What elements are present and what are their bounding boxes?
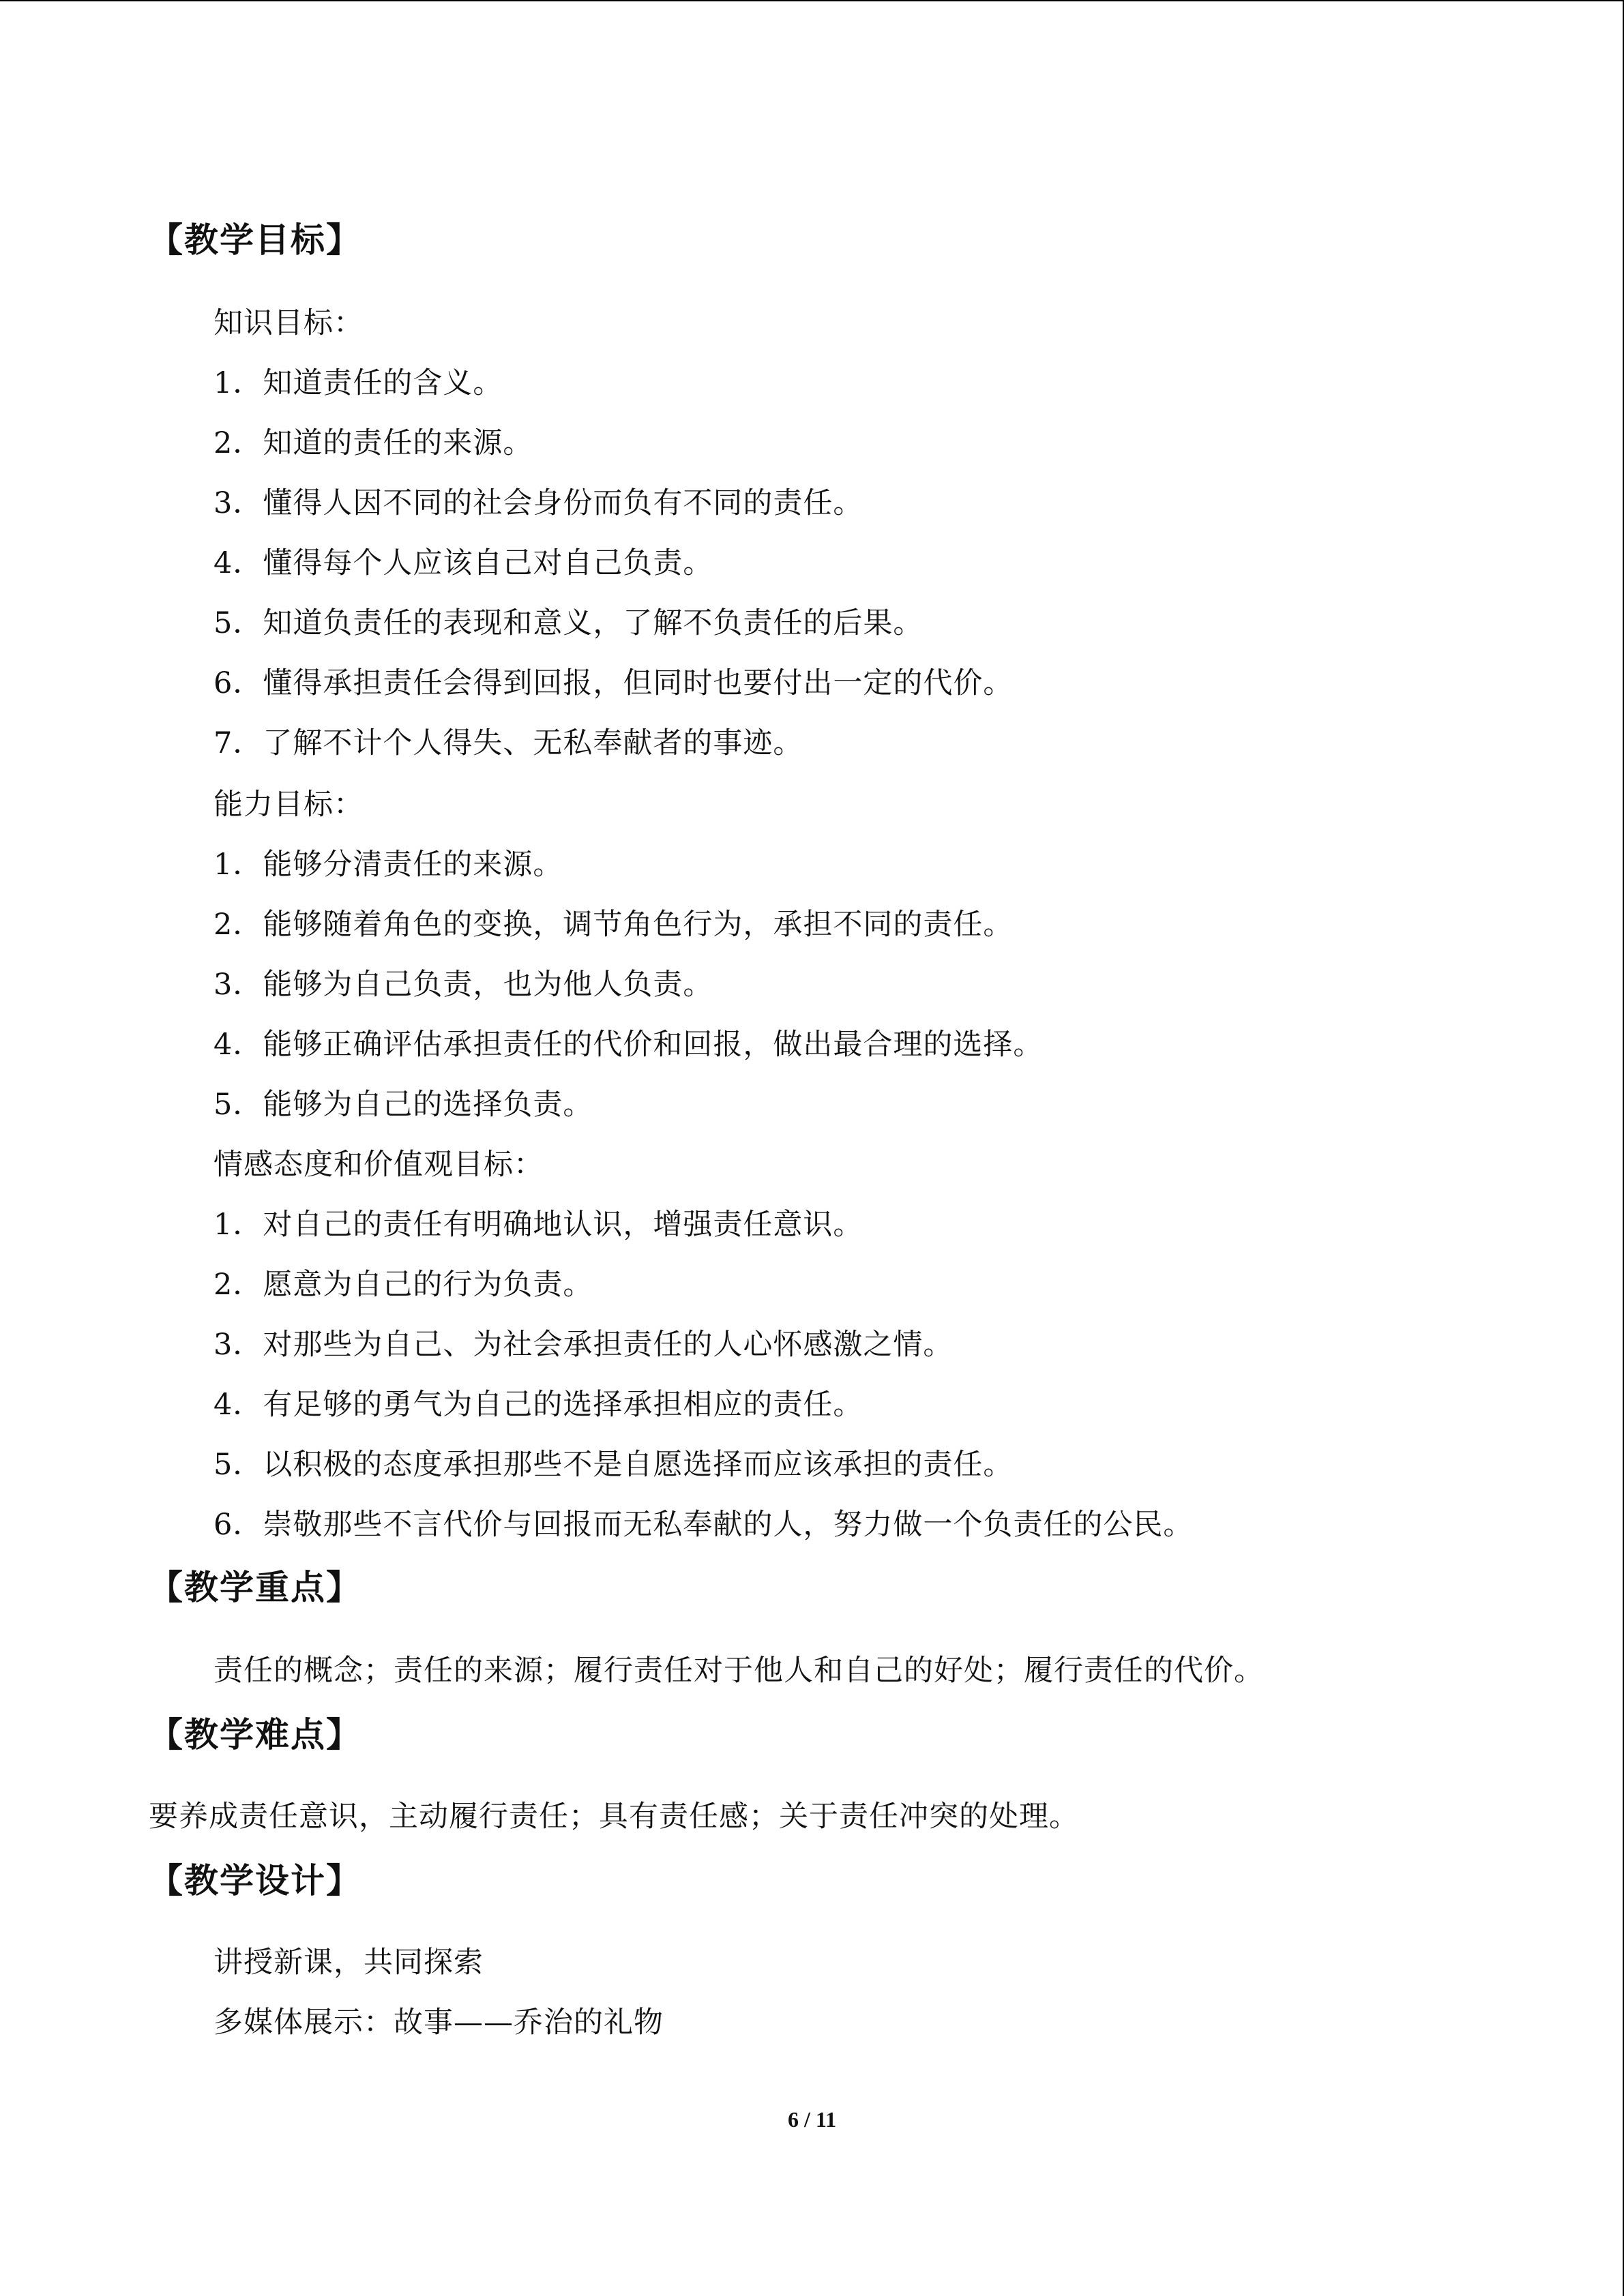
emotion-item: 1．对自己的责任有明确地认识，增强责任意识。 xyxy=(213,1208,863,1242)
ability-item: 5．能够为自己的选择负责。 xyxy=(213,1088,593,1122)
knowledge-objectives-title: 知识目标： xyxy=(213,306,364,340)
ability-item: 4．能够正确评估承担责任的代价和回报，做出最合理的选择。 xyxy=(213,1028,1044,1062)
emotion-item: 3．对那些为自己、为社会承担责任的人心怀感激之情。 xyxy=(213,1328,954,1362)
difficulties-text: 要养成责任意识，主动履行责任；具有责任感；关于责任冲突的处理。 xyxy=(149,1800,1079,1834)
knowledge-item: 4．懂得每个人应该自己对自己负责。 xyxy=(213,546,713,580)
knowledge-item: 7．了解不计个人得失、无私奉献者的事迹。 xyxy=(213,726,803,760)
ability-item: 3．能够为自己负责，也为他人负责。 xyxy=(213,968,713,1002)
page-number: 6 / 11 xyxy=(787,2107,837,2132)
emotion-item: 4．有足够的勇气为自己的选择承担相应的责任。 xyxy=(213,1388,863,1422)
ability-objectives-title: 能力目标： xyxy=(213,788,364,822)
heading-teaching-objectives: 【教学目标】 xyxy=(149,220,361,260)
knowledge-item: 6．懂得承担责任会得到回报，但同时也要付出一定的代价。 xyxy=(213,666,1014,700)
heading-difficulties: 【教学难点】 xyxy=(149,1715,361,1755)
design-line: 讲授新课，共同探索 xyxy=(213,1945,484,1980)
knowledge-item: 2．知道的责任的来源。 xyxy=(213,426,533,460)
emotion-item: 6．崇敬那些不言代价与回报而无私奉献的人，努力做一个负责任的公民。 xyxy=(213,1508,1194,1542)
ability-item: 1．能够分清责任的来源。 xyxy=(213,848,563,882)
knowledge-item: 3．懂得人因不同的社会身份而负有不同的责任。 xyxy=(213,486,863,520)
emotion-item: 5．以积极的态度承担那些不是自愿选择而应该承担的责任。 xyxy=(213,1448,1014,1482)
knowledge-item: 5．知道负责任的表现和意义，了解不负责任的后果。 xyxy=(213,606,924,640)
heading-teaching-design: 【教学设计】 xyxy=(149,1861,361,1900)
emotion-objectives-title: 情感态度和价值观目标： xyxy=(213,1148,544,1182)
heading-key-points: 【教学重点】 xyxy=(149,1568,361,1607)
design-line: 多媒体展示：故事——乔治的礼物 xyxy=(213,2006,664,2040)
key-points-text: 责任的概念；责任的来源；履行责任对于他人和自己的好处；履行责任的代价。 xyxy=(213,1654,1264,1688)
knowledge-item: 1．知道责任的含义。 xyxy=(213,366,503,400)
ability-item: 2．能够随着角色的变换，调节角色行为，承担不同的责任。 xyxy=(213,908,1014,942)
emotion-item: 2．愿意为自己的行为负责。 xyxy=(213,1268,593,1302)
